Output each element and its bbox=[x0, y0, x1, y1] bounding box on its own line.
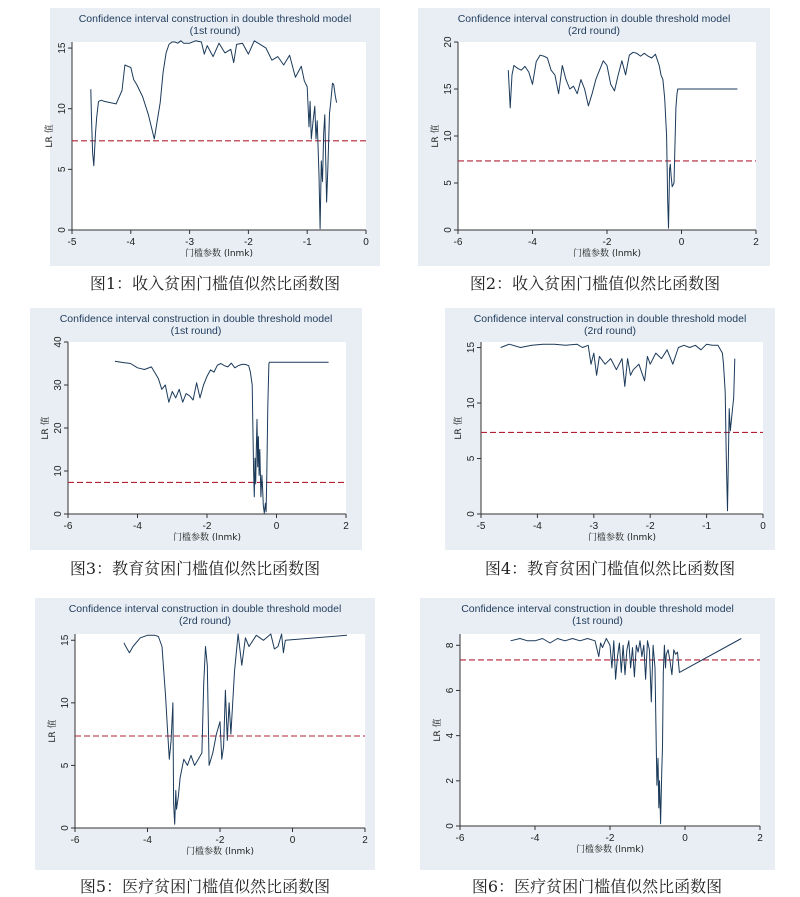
figure-2 bbox=[418, 8, 770, 266]
x-tick-label: -4 bbox=[530, 833, 540, 844]
x-tick-label: -4 bbox=[126, 237, 136, 248]
y-tick-label: 15 bbox=[466, 341, 477, 354]
y-tick-label: 2 bbox=[445, 778, 456, 784]
x-axis-label: 门槛参数 (lnmk) bbox=[184, 249, 254, 259]
x-tick-label: 2 bbox=[757, 833, 763, 844]
chart-title: Confidence interval construction in double threshold model bbox=[68, 603, 342, 615]
y-tick-label: 30 bbox=[53, 379, 64, 391]
x-tick-label: 0 bbox=[363, 237, 369, 248]
chart-subtitle: (1st round) bbox=[572, 615, 623, 627]
x-tick-label: -1 bbox=[702, 521, 712, 532]
y-axis-label: LR 值 bbox=[454, 416, 464, 440]
chart-subtitle: (2rd round) bbox=[568, 25, 620, 37]
x-tick-label: -5 bbox=[476, 521, 486, 532]
y-axis-label: LR 值 bbox=[41, 416, 51, 440]
chart-subtitle: (1st round) bbox=[170, 325, 222, 337]
x-axis-label: 门槛参数 (lnmk) bbox=[587, 533, 657, 543]
y-tick-label: 5 bbox=[466, 455, 477, 462]
figure-3-caption: 图3：教育贫困门槛值似然比函数图 bbox=[69, 559, 321, 578]
figure-4 bbox=[445, 308, 775, 550]
y-axis-label: LR 值 bbox=[431, 124, 441, 148]
x-tick-label: -3 bbox=[185, 237, 195, 248]
y-tick-label: 10 bbox=[466, 397, 477, 409]
x-tick-label: -2 bbox=[243, 237, 253, 248]
x-tick-label: -4 bbox=[532, 521, 542, 532]
chart-title: Confidence interval construction in double threshold model bbox=[461, 603, 734, 615]
y-tick-label: 15 bbox=[443, 83, 454, 95]
plot-area bbox=[481, 342, 763, 514]
x-tick-label: -4 bbox=[143, 835, 152, 846]
chart-3 bbox=[30, 308, 362, 550]
figure-2-caption: 图2：收入贫困门槛值似然比函数图 bbox=[469, 274, 721, 293]
y-axis-label: LR 值 bbox=[45, 124, 55, 148]
chart-subtitle: (2rd round) bbox=[584, 325, 636, 337]
x-tick-label: -2 bbox=[202, 521, 212, 532]
x-axis-label: 门槛参数 (lnmk) bbox=[172, 533, 242, 543]
x-tick-label: 0 bbox=[289, 835, 296, 846]
y-tick-label: 10 bbox=[57, 103, 68, 115]
y-tick-label: 10 bbox=[53, 465, 64, 477]
y-tick-label: 40 bbox=[53, 336, 64, 348]
chart-title: Confidence interval construction in double threshold model bbox=[78, 13, 352, 25]
chart-2 bbox=[418, 8, 770, 266]
y-tick-label: 0 bbox=[445, 823, 456, 829]
chart-4 bbox=[445, 308, 775, 550]
figure-6-caption: 图6：医疗贫困门槛值似然比函数图 bbox=[471, 877, 723, 896]
x-tick-label: -6 bbox=[455, 833, 465, 844]
x-tick-label: -2 bbox=[602, 237, 612, 248]
chart-subtitle: (1st round) bbox=[189, 25, 241, 37]
chart-title: Confidence interval construction in double threshold model bbox=[473, 313, 747, 325]
y-tick-label: 15 bbox=[60, 634, 71, 646]
chart-subtitle: (2rd round) bbox=[179, 615, 231, 627]
x-tick-label: -5 bbox=[67, 237, 77, 248]
plot-area bbox=[460, 634, 760, 826]
x-tick-label: -6 bbox=[70, 835, 80, 846]
chart-title: Confidence interval construction in double threshold model bbox=[59, 313, 333, 325]
x-tick-label: -6 bbox=[453, 237, 463, 248]
y-tick-label: 5 bbox=[443, 180, 454, 186]
y-tick-label: 20 bbox=[53, 422, 64, 434]
x-axis-label: 门槛参数 (lnmk) bbox=[575, 845, 645, 855]
y-tick-label: 5 bbox=[60, 762, 71, 769]
y-tick-label: 0 bbox=[57, 227, 68, 233]
x-tick-label: -4 bbox=[528, 237, 537, 248]
y-tick-label: 10 bbox=[60, 697, 71, 709]
y-tick-label: 0 bbox=[60, 825, 71, 831]
y-axis-label: LR 值 bbox=[48, 719, 58, 743]
x-tick-label: 2 bbox=[343, 521, 349, 532]
y-tick-label: 20 bbox=[443, 36, 454, 48]
x-tick-label: -4 bbox=[133, 521, 142, 532]
y-tick-label: 5 bbox=[57, 166, 68, 173]
figure-5 bbox=[35, 598, 375, 870]
y-tick-label: 15 bbox=[57, 42, 68, 54]
plot-area bbox=[68, 342, 346, 514]
x-tick-label: 0 bbox=[273, 521, 280, 532]
figure-1 bbox=[45, 8, 380, 266]
chart-1 bbox=[45, 8, 380, 266]
x-tick-label: -2 bbox=[605, 833, 615, 844]
figure-5-caption: 图5：医疗贫困门槛值似然比函数图 bbox=[79, 877, 331, 896]
figure-1-caption: 图1：收入贫困门槛值似然比函数图 bbox=[89, 274, 341, 293]
y-tick-label: 10 bbox=[443, 130, 454, 142]
y-tick-label: 0 bbox=[466, 511, 477, 517]
y-tick-label: 4 bbox=[445, 732, 456, 739]
x-tick-label: 2 bbox=[362, 835, 368, 846]
x-tick-label: -3 bbox=[589, 521, 599, 532]
chart-title: Confidence interval construction in double threshold model bbox=[457, 13, 731, 25]
y-tick-label: 0 bbox=[443, 227, 454, 233]
figure-6 bbox=[420, 598, 775, 870]
x-tick-label: 0 bbox=[760, 521, 766, 532]
chart-5 bbox=[35, 598, 375, 870]
chart-6 bbox=[420, 598, 775, 870]
x-tick-label: 0 bbox=[682, 833, 688, 844]
x-axis-label: 门槛参数 (lnmk) bbox=[572, 249, 642, 259]
y-axis-label: LR 值 bbox=[433, 718, 443, 742]
y-tick-label: 8 bbox=[445, 642, 456, 649]
plot-area bbox=[72, 42, 366, 230]
x-tick-label: 0 bbox=[678, 237, 685, 248]
x-tick-label: 2 bbox=[753, 237, 759, 248]
plot-area bbox=[458, 42, 756, 230]
figure-4-caption: 图4：教育贫困门槛值似然比函数图 bbox=[484, 559, 736, 578]
x-tick-label: -6 bbox=[63, 521, 73, 532]
x-axis-label: 门槛参数 (lnmk) bbox=[185, 847, 255, 857]
x-tick-label: -1 bbox=[302, 237, 312, 248]
figure-3 bbox=[30, 308, 362, 550]
x-tick-label: -2 bbox=[645, 521, 655, 532]
x-tick-label: -2 bbox=[215, 835, 225, 846]
y-tick-label: 6 bbox=[445, 687, 456, 694]
y-tick-label: 0 bbox=[53, 511, 64, 517]
